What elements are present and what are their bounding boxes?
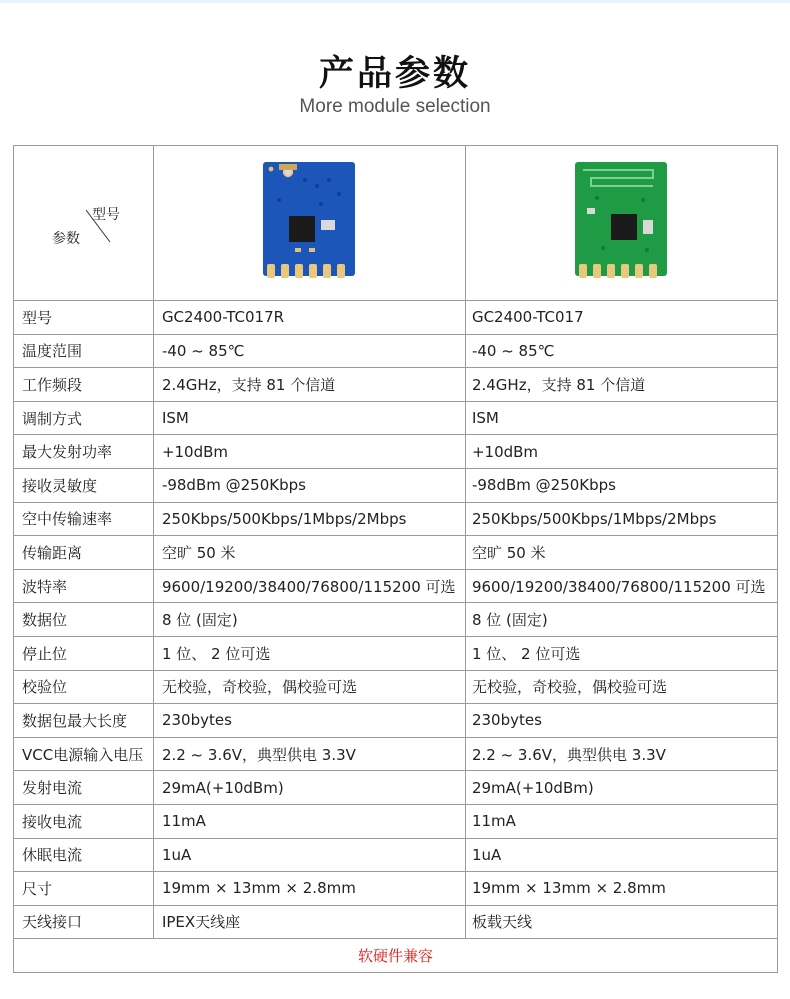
table-row — [14, 368, 778, 402]
table-row — [14, 435, 778, 469]
row-value-1: 空旷 50 米 — [153, 536, 465, 570]
row-label: 型号 — [14, 301, 154, 335]
row-label: 停止位 — [14, 636, 154, 670]
row-value-1: 8 位 (固定) — [153, 603, 465, 637]
row-value-1: 11mA — [153, 804, 465, 838]
table-row — [14, 636, 778, 670]
page-subtitle: More module selection — [299, 96, 491, 117]
table-row — [14, 771, 778, 805]
table-row — [14, 670, 778, 704]
table-row — [14, 872, 778, 906]
row-value-2: -40 ~ 85℃ — [465, 334, 777, 368]
row-value-1: 无校验，奇校验，偶校验可选 — [153, 670, 465, 704]
row-value-2: 1 位、 2 位可选 — [465, 636, 777, 670]
row-value-1: 1 位、 2 位可选 — [153, 636, 465, 670]
row-value-1: 1uA — [153, 838, 465, 872]
table-row — [14, 502, 778, 536]
row-value-2: 2.2 ~ 3.6V，典型供电 3.3V — [465, 737, 777, 771]
row-value-2: GC2400-TC017 — [465, 301, 777, 335]
row-value-1: 9600/19200/38400/76800/115200 可选 — [153, 569, 465, 603]
row-value-2: 29mA(+10dBm) — [465, 771, 777, 805]
row-label: VCC电源输入电压 — [14, 737, 154, 771]
row-label: 传输距离 — [14, 536, 154, 570]
row-label: 调制方式 — [14, 401, 154, 435]
row-label: 最大发射功率 — [14, 435, 154, 469]
row-value-2: 8 位 (固定) — [465, 603, 777, 637]
row-value-1: 2.4GHz，支持 81 个信道 — [153, 368, 465, 402]
row-value-1: GC2400-TC017R — [153, 301, 465, 335]
table-row — [14, 905, 778, 939]
table-row — [14, 804, 778, 838]
row-value-2: +10dBm — [465, 435, 777, 469]
table-footer-row — [14, 939, 778, 973]
table-header-row — [14, 146, 778, 301]
row-value-2: 1uA — [465, 838, 777, 872]
table-row — [14, 838, 778, 872]
row-label: 温度范围 — [14, 334, 154, 368]
row-label: 空中传输速率 — [14, 502, 154, 536]
table-row — [14, 468, 778, 502]
table-row — [14, 334, 778, 368]
row-value-2: -98dBm @250Kbps — [465, 468, 777, 502]
row-label: 工作频段 — [14, 368, 154, 402]
row-label: 休眠电流 — [14, 838, 154, 872]
row-value-2: 19mm × 13mm × 2.8mm — [465, 872, 777, 906]
compatibility-note: 软硬件兼容 — [14, 939, 778, 973]
row-value-2: 无校验，奇校验，偶校验可选 — [465, 670, 777, 704]
corner-param-label: 参数 — [52, 231, 80, 247]
row-value-1: -98dBm @250Kbps — [153, 468, 465, 502]
row-value-1: IPEX天线座 — [153, 905, 465, 939]
row-label: 校验位 — [14, 670, 154, 704]
row-label: 接收灵敏度 — [14, 468, 154, 502]
row-label: 天线接口 — [14, 905, 154, 939]
row-value-2: 11mA — [465, 804, 777, 838]
row-label: 数据位 — [14, 603, 154, 637]
table-row — [14, 603, 778, 637]
row-label: 数据包最大长度 — [14, 704, 154, 738]
row-value-1: ISM — [153, 401, 465, 435]
row-value-1: 230bytes — [153, 704, 465, 738]
row-value-2: 板载天线 — [465, 905, 777, 939]
table-row — [14, 536, 778, 570]
row-label: 尺寸 — [14, 872, 154, 906]
green-pcb-module-icon — [573, 160, 669, 286]
table-row — [14, 569, 778, 603]
row-label: 发射电流 — [14, 771, 154, 805]
row-value-1: 19mm × 13mm × 2.8mm — [153, 872, 465, 906]
page-title: 产品参数 — [318, 54, 471, 94]
row-value-1: 29mA(+10dBm) — [153, 771, 465, 805]
row-label: 波特率 — [14, 569, 154, 603]
row-label: 接收电流 — [14, 804, 154, 838]
row-value-2: 230bytes — [465, 704, 777, 738]
table-row — [14, 401, 778, 435]
row-value-2: 空旷 50 米 — [465, 536, 777, 570]
row-value-2: ISM — [465, 401, 777, 435]
row-value-1: 250Kbps/500Kbps/1Mbps/2Mbps — [153, 502, 465, 536]
corner-model-label: 型号 — [92, 207, 120, 223]
row-value-1: 2.2 ~ 3.6V，典型供电 3.3V — [153, 737, 465, 771]
module-image-cell-2 — [465, 146, 777, 301]
blue-pcb-module-icon — [261, 160, 357, 286]
row-value-2: 9600/19200/38400/76800/115200 可选 — [465, 569, 777, 603]
row-value-1: -40 ~ 85℃ — [153, 334, 465, 368]
row-value-1: +10dBm — [153, 435, 465, 469]
spec-table — [13, 145, 778, 973]
table-row — [14, 301, 778, 335]
module-image-cell-1 — [153, 146, 465, 301]
table-row — [14, 737, 778, 771]
row-value-2: 250Kbps/500Kbps/1Mbps/2Mbps — [465, 502, 777, 536]
diagonal-divider — [14, 146, 153, 300]
table-row — [14, 704, 778, 738]
top-accent-bar — [0, 0, 790, 3]
row-value-2: 2.4GHz，支持 81 个信道 — [465, 368, 777, 402]
corner-cell — [14, 146, 154, 301]
